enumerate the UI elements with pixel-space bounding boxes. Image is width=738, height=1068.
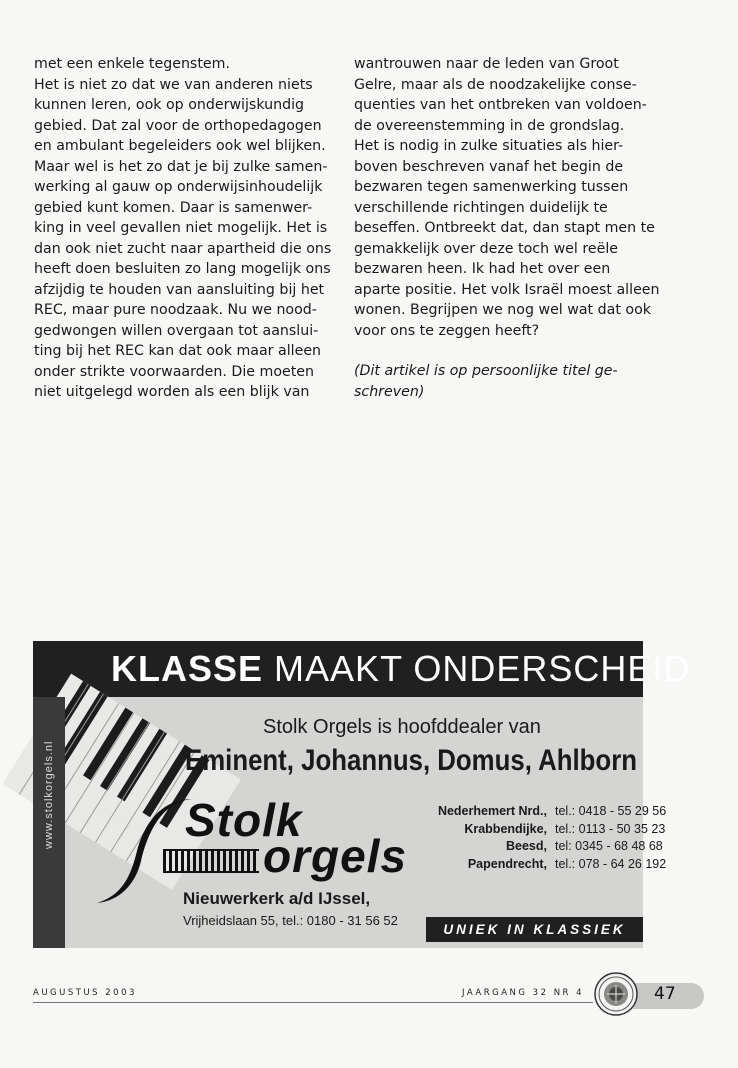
hq-address: Vrijheidslaan 55, tel.: 0180 - 31 56 52 [183,913,398,928]
article-line: voor ons te zeggen heeft? [354,322,540,339]
article-line: gedwongen willen overgaan tot aanslui- [34,322,319,339]
branch-row [413,856,666,874]
article-line: wonen. Begrijpen we nog wel wat dat ook [354,302,651,318]
branch-phone: tel: 0345 - 68 48 68 [555,839,663,853]
author-note-line: (Dit artikel is op persoonlijke titel ge- [354,363,618,379]
article-line: beseffen. Ontbreekt dat, dan stapt men te [354,220,655,236]
website-link[interactable]: www.stolkorgels.nl [43,740,55,849]
footer-rule [33,1002,593,1003]
article-column-right [354,54,660,402]
article-line: verschillende richtingen duidelijk te [354,199,608,216]
article-line: met een enkele tegenstem. [34,56,230,72]
article-line: dan ook niet zucht naar apartheid die ons [34,240,332,257]
branch-place: Beesd, [506,839,547,853]
hq-name: Nieuwerkerk a/d IJssel, [183,889,371,908]
article-line: afzijdig te houden van aansluiting bij het [34,281,325,298]
article-line: heeft doen besluiten zo lang mogelijk ons [34,261,331,277]
ad-dealer-line: Stolk Orgels is hoofddealer van [263,716,541,738]
article-line: gemakkelijk over deze toch wel reële [354,240,618,257]
article-line: wantrouwen naar de leden van Groot [354,56,619,72]
article-line: quenties van het ontbreken van voldoen- [354,97,647,113]
ad-headline [111,647,690,691]
article-line: Het is nodig in zulke situaties als hier- [354,138,624,154]
article-line: ting bij het REC kan dat ook maar alleen [34,343,322,359]
branch-phone: tel.: 0113 - 50 35 23 [555,821,666,836]
ad-headline-rest: MAAKT ONDERSCHEID [274,648,691,689]
article-column-left [34,54,334,403]
branch-list [413,803,666,873]
article-line: kunnen leren, ook op onderwijskundig [34,97,305,113]
branch-row [413,821,666,839]
article-line: Maar wel is het zo dat je bij zulke samen- [34,158,328,175]
branch-phone: tel.: 0418 - 55 29 56 [555,804,667,818]
ad-slogan: UNIEK IN KLASSIEK [426,917,643,942]
page-number: 47 [654,984,676,1004]
branch-row [413,838,666,856]
article-line: Het is niet zo dat we van anderen niets [34,76,313,93]
headquarters [183,889,398,928]
article-line: king in veel gevallen niet mogelijk. Het is [34,220,328,236]
footer-date: AUGUSTUS 2003 [33,988,137,998]
article-line: boven beschreven vanaf het begin de [354,158,624,175]
stolk-orgels-advertisement[interactable] [33,641,691,948]
article-line: aparte positie. Het volk Israël moest alleen [354,281,660,298]
ad-sidebar [33,697,65,948]
article-line: niet uitgelegd worden als een blijk van [34,384,310,400]
stolk-logo-pipes [163,849,259,873]
article-line: gebied. Dat zal voor de orthopedagogen [34,117,322,134]
article-line: werking al gauw op onderwijsinhoudelijk [34,179,323,195]
branch-phone: tel.: 078 - 64 26 192 [555,856,667,871]
branch-place: Papendrecht, [467,856,547,871]
article-line: gebied kunt komen. Daar is samenwer- [34,199,313,216]
article-line: bezwaren heen. Ik had het over een [354,261,611,277]
seal-emblem-icon [593,971,639,1017]
branch-row [413,803,666,821]
paragraph-gap [354,341,654,361]
article-line: de overeenstemming in de grondslag. [354,117,625,134]
article-line: en ambulant begeleiders ook wel blijken. [34,138,326,154]
author-note-line: schreven) [354,383,425,400]
article-line: bezwaren tegen samenwerking tussen [354,179,629,195]
footer-issue: JAARGANG 32 NR 4 [462,988,585,998]
article-line: Gelre, maar als de noodzakelijke conse- [354,76,637,93]
ad-brands: Eminent, Johannus, Domus, Ahlborn [185,744,637,777]
ad-headline-bold: KLASSE [111,648,264,689]
article-line: onder strikte voorwaarden. Die moeten [34,363,315,380]
article-line: REC, maar pure noodzaak. Nu we nood- [34,302,317,318]
branch-place: Nederhemert Nrd., [437,804,547,818]
ad-headline-banner [33,641,691,697]
branch-place: Krabbendijke, [464,821,547,836]
orgels-logo-word: orgels [263,830,408,882]
stolk-logo-word: Stolk [185,794,303,846]
